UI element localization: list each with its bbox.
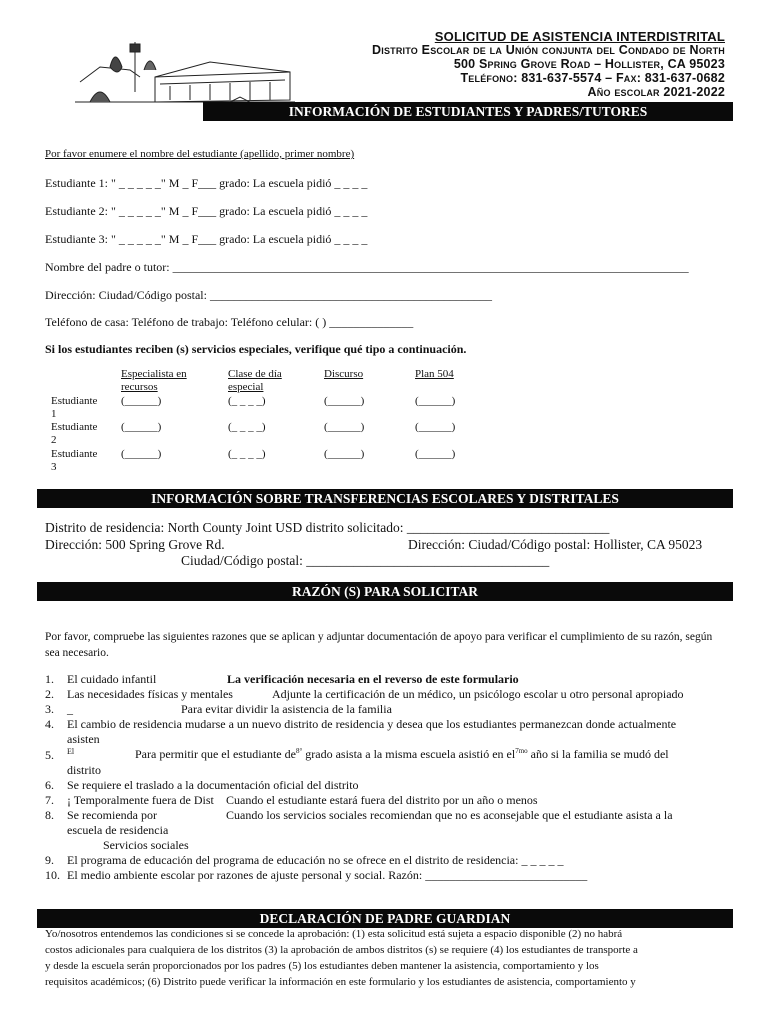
special-services-question: Si los estudiantes reciben (s) servicios especiales, verifique qué tipo a continuación. bbox=[45, 342, 467, 356]
checkbox-s2-special-day[interactable]: (_ _ _ _) bbox=[228, 421, 266, 433]
checkbox-s1-resource[interactable]: (______) bbox=[121, 395, 162, 407]
district-name: Distrito Escolar de la Unión conjunta del Condado de North bbox=[372, 43, 725, 57]
reason-item-3[interactable]: 3. _ bbox=[45, 702, 73, 716]
reason-item-7[interactable]: 7. ¡ Temporalmente fuera de Dist bbox=[45, 793, 214, 807]
reason-item-1[interactable]: 1. El cuidado infantil bbox=[45, 672, 157, 686]
col-header-resource: Especialista en recursos bbox=[121, 368, 187, 393]
transfer-city-zip-field[interactable]: Ciudad/Código postal: ____________________________________ bbox=[181, 553, 550, 568]
reason-item-5-note: Para permitir que el estudiante $de^{8^\circ}$ grado asista a la misma escuela asistió en $el^{7mo}$ año si la familia se mudó del bbox=[135, 747, 669, 761]
reason-item-3-note: Para evitar dividir la asistencia de la familia bbox=[181, 702, 392, 716]
reason-item-8-note: Cuando los servicios sociales recomiendan que no es aconsejable que el estudiante asista a la bbox=[226, 808, 673, 822]
checkbox-s1-special-day[interactable]: (_ _ _ _) bbox=[228, 395, 266, 407]
reason-item-10[interactable]: 10. El medio ambiente escolar por razones de ajuste personal y social. Razón: ___________________________ bbox=[45, 868, 588, 882]
reason-item-8-cont2: Servicios sociales bbox=[103, 838, 189, 852]
checkbox-s3-special-day[interactable]: (_ _ _ _) bbox=[228, 448, 266, 460]
checkbox-s2-resource[interactable]: (______) bbox=[121, 421, 162, 433]
reason-item-8[interactable]: 8. Se recomienda por bbox=[45, 808, 157, 822]
declaration-line-4: requisitos académicos; (6) Distrito puede verificar la información en este formulario y los estudiantes de asistencia, comportamiento y bbox=[45, 976, 636, 988]
reason-item-7-note: Cuando el estudiante estará fuera del distrito por un año o menos bbox=[226, 793, 538, 807]
declaration-line-3: y desde la escuela serán proporcionados por los padres (5) los estudiantes deben mantener la asistencia, comportamiento y los bbox=[45, 960, 599, 972]
transfer-address-right: Dirección: Ciudad/Código postal: Hollister, CA 95023 bbox=[408, 537, 703, 552]
reasons-intro: Por favor, compruebe las siguientes razones que se aplican y adjuntar documentación de apoyo para verificar el cumplimiento de su razón, según sea necesario. bbox=[45, 631, 713, 659]
checkbox-s2-speech[interactable]: (______) bbox=[324, 421, 365, 433]
student-1-line[interactable]: Estudiante 1: " _ _ _ _ _" M _ F___ grado: La escuela pidió _ _ _ _ bbox=[45, 176, 368, 190]
declaration-line-1: Yo/nosotros entendemos las condiciones si se concede la aprobación: (1) esta solicitud está sujeta a espacio disponible (2) no habrá bbox=[45, 928, 623, 940]
reason-item-6[interactable]: 6. Se requiere el traslado a la documentación oficial del distrito bbox=[45, 778, 359, 792]
district-address: 500 Spring Grove Road – Hollister, CA 95023 bbox=[453, 57, 725, 71]
section-students-header: INFORMACIÓN DE ESTUDIANTES Y PADRES/TUTORES bbox=[203, 102, 733, 121]
reason-item-5-cont: distrito bbox=[67, 763, 102, 777]
row-label-student-1: Estudiante 1 bbox=[51, 395, 98, 420]
reason-item-4-cont: asisten bbox=[67, 732, 100, 746]
reason-item-5[interactable]: 5. $^{El}$ bbox=[45, 747, 75, 762]
row-label-student-3: Estudiante 3 bbox=[51, 448, 98, 473]
section-reasons-header: RAZÓN (S) PARA SOLICITAR bbox=[37, 582, 733, 601]
phones-field[interactable]: Teléfono de casa: Teléfono de trabajo: Teléfono celular: ( ) ______________ bbox=[45, 315, 414, 329]
address-field[interactable]: Dirección: Ciudad/Código postal: _______________________________________________ bbox=[45, 288, 492, 302]
checkbox-s2-504[interactable]: (______) bbox=[415, 421, 456, 433]
school-year: Año escolar 2021-2022 bbox=[587, 85, 725, 99]
reason-item-8-cont: escuela de residencia bbox=[67, 823, 169, 837]
checkbox-s3-speech[interactable]: (______) bbox=[324, 448, 365, 460]
student-instruction: Por favor enumere el nombre del estudiante (apellido, primer nombre) bbox=[45, 148, 355, 160]
col-header-special-day: Clase de día especial bbox=[228, 368, 282, 393]
district-phone: Teléfono: 831-637-5574 – Fax: 831-637-0682 bbox=[460, 71, 725, 85]
checkbox-s3-resource[interactable]: (______) bbox=[121, 448, 162, 460]
reason-item-4[interactable]: 4. El cambio de residencia mudarse a un nuevo distrito de residencia y desea que los estudiantes permanezcan donde actualmente bbox=[45, 717, 677, 731]
reason-item-2-note: Adjunte la certificación de un médico, un psicólogo escolar u otro personal apropiado bbox=[272, 687, 684, 701]
reason-item-9[interactable]: 9. El programa de educación del programa de educación no se ofrece en el distrito de residencia: _ _ _ _ _ bbox=[45, 853, 564, 867]
verification-note: La verificación necesaria en el reverso de este formulario bbox=[227, 672, 519, 686]
checkbox-s1-504[interactable]: (______) bbox=[415, 395, 456, 407]
reason-item-2[interactable]: 2. Las necesidades físicas y mentales bbox=[45, 687, 233, 701]
parent-name-field[interactable]: Nombre del padre o tutor: ______________________________________________________________________________________ bbox=[45, 260, 689, 274]
col-header-504: Plan 504 bbox=[415, 368, 454, 380]
checkbox-s1-speech[interactable]: (______) bbox=[324, 395, 365, 407]
checkbox-s3-504[interactable]: (______) bbox=[415, 448, 456, 460]
row-label-student-2: Estudiante 2 bbox=[51, 421, 98, 446]
section-transfers-header: INFORMACIÓN SOBRE TRANSFERENCIAS ESCOLARES Y DISTRITALES bbox=[37, 489, 733, 508]
col-header-speech: Discurso bbox=[324, 368, 364, 380]
transfer-district-line[interactable]: Distrito de residencia: North County Joint USD distrito solicitado: ______________________________ bbox=[45, 520, 610, 535]
form-title: SOLICITUD DE ASISTENCIA INTERDISTRITAL bbox=[434, 29, 725, 44]
student-3-line[interactable]: Estudiante 3: " _ _ _ _ _" M _ F___ grado: La escuela pidió _ _ _ _ bbox=[45, 232, 368, 246]
declaration-line-2: costos adicionales para cualquiera de los distritos (3) la aprobación de ambos distritos (s) se requiere (4) los estudiantes de transporte a bbox=[45, 944, 638, 956]
student-2-line[interactable]: Estudiante 2: " _ _ _ _ _" M _ F___ grado: La escuela pidió _ _ _ _ bbox=[45, 204, 368, 218]
transfer-address-left: Dirección: 500 Spring Grove Rd. bbox=[45, 537, 225, 552]
section-declaration-header: DECLARACIÓN DE PADRE GUARDIAN bbox=[37, 909, 733, 928]
